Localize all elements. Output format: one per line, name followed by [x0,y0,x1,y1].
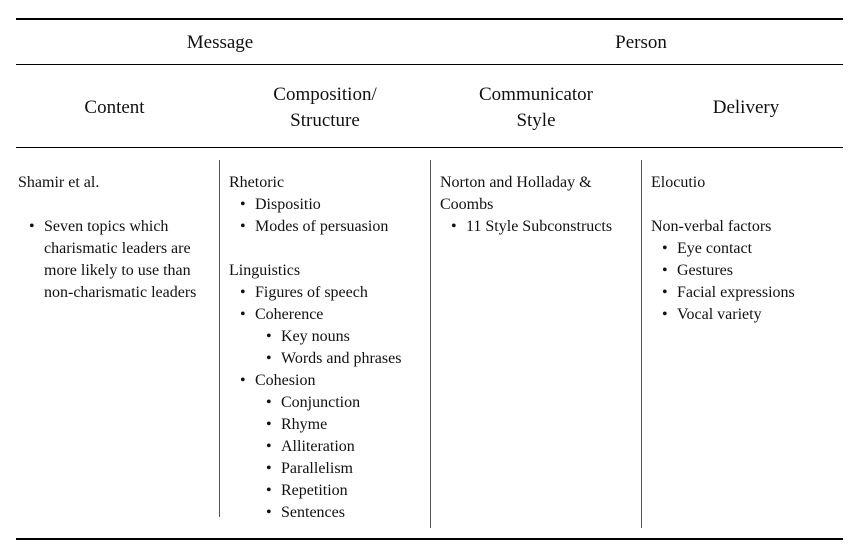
list-item: • Key nouns [255,326,427,348]
column-header-rule [16,147,843,148]
list-item: • Repetition [255,480,427,502]
list-item: • Alliteration [255,436,427,458]
rhetoric-heading: Rhetoric [229,174,285,191]
column-header-communicator-line2: Style [516,110,556,131]
list-item: • Modes of persuasion [229,216,427,238]
list-item-coherence [229,304,427,370]
column-separator-1 [219,160,220,517]
column-header-composition [225,82,425,134]
column-header-content [16,82,213,134]
communicator-heading [440,172,638,216]
content-cell-heading: Shamir et al. [18,174,100,191]
coherence-sublist [255,326,427,370]
list-item: • Sentences [255,502,427,524]
column-header-communicator-line1: Communicator [479,84,593,105]
composition-cell-spacer [229,238,427,260]
content-cell-list [18,216,215,304]
delivery-cell-spacer [651,194,843,216]
list-item: • Words and phrases [255,348,427,370]
cohesion-sublist [255,392,427,524]
rhetoric-list [229,194,427,238]
column-header-content-label: Content [84,97,145,118]
table-top-rule [16,18,843,20]
list-item: • Figures of speech [229,282,427,304]
group-header-rule [16,64,843,65]
table-bottom-rule [16,538,843,540]
elocutio-heading: Elocutio [651,174,706,191]
list-item: • Conjunction [255,392,427,414]
column-header-communicator-label [479,82,593,134]
column-header-delivery [645,82,847,134]
list-item-cohesion [229,370,427,524]
list-item: • Dispositio [229,194,427,216]
list-item: • 11 Style Subconstructs [440,216,638,238]
column-header-composition-label [273,82,376,134]
content-cell-spacer [18,194,215,216]
nonverbal-heading: Non-verbal factors [651,218,772,235]
composition-cell [229,172,427,524]
column-header-delivery-label: Delivery [712,97,780,118]
group-header-message: Message [186,32,254,53]
delivery-cell [651,172,843,326]
communicator-list [440,216,638,238]
coherence-label: Coherence [255,306,324,323]
communicator-cell [440,172,638,238]
communicator-heading-line2: Coombs [440,196,494,213]
list-item: • Vocal variety [651,304,843,326]
column-header-communicator-style [434,82,638,134]
list-item: • Eye contact [651,238,843,260]
content-cell [18,172,215,304]
list-item: • Parallelism [255,458,427,480]
linguistics-heading: Linguistics [229,262,301,279]
column-separator-2 [430,160,431,528]
list-item: • Facial expressions [651,282,843,304]
column-separator-3 [641,160,642,528]
list-item: • Rhyme [255,414,427,436]
column-header-composition-line1: Composition/ [273,84,377,105]
group-header-person: Person [615,32,667,53]
communicator-heading-line1: Norton and Holladay & [440,174,592,191]
list-item: • Gestures [651,260,843,282]
linguistics-list [229,282,427,524]
nonverbal-list [651,238,843,326]
list-item: • Seven topics which charismatic leaders are more likely to use than non-charismatic leaders [18,216,215,304]
column-header-composition-line2: Structure [290,110,360,131]
cohesion-label: Cohesion [255,372,316,389]
